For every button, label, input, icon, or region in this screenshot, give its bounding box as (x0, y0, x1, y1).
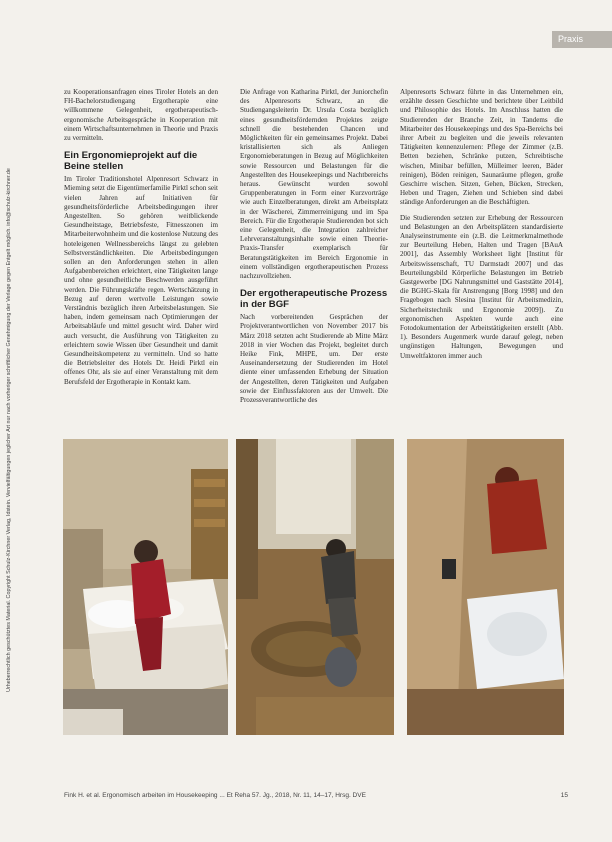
column-2 (240, 88, 388, 405)
photo-floor-cleaning (236, 439, 394, 735)
paragraph: Nach vorbereitenden Gesprächen der Projektverantwortlichen von November 2017 bis März 2018 setzten acht Studierende ab Mitte März 2018 in vier Wochen das Projekt, begleitet durch Heike Fink, MHPE, um. Der erste Auseinandersetzung der Studierenden im Hotel diente einer umfassenden Erhebung der Situation der Angestellten, deren Tätigkeiten und Aufgaben sowie der Einflussfaktoren aus der Umwelt. Die Prozessverantwortliche des (240, 313, 388, 405)
section-heading: Ein Ergonomieprojekt auf die Beine stellen (64, 150, 198, 173)
paragraph: Im Tiroler Traditionshotel Alpenresort Schwarz in Mieming setzt die Eigentümerfamilie Pirktl schon seit vielen Jahren auf Initiativen für gesundheitsförderliche Arbeitsbedingungen ihrer Angestellten. So gehören weitblickende Gesundheitstage, Betriebsfeste, Fitnesszonen im Mitarbeiterwohnheim und die kostenlose Nutzung des hoteleigenen Wellnessbereichs längst zu gelebten Selbstverständlichkeiten. Die Arbeitsbedingungen sollen an den Anforderungen stehen in allen Aufgabenbereichen erleichtert, eine Tätigkeiten lange und ohne gesundheitliche Beschwerden ausgeführt werden. Die Führungskräfte regen. Wertschätzung in Bezug auf deren wertvolle Leistungen sowie Verständnis bezüglich ihren Arbeitsbelastungen. Sie haben, indem gemeinsam nach Optimierungen der Arbeitsabläufe und mittel gesucht wird. Daher wird auch versucht, die Ausführung von Tätigkeiten zu erleichtern sowie Wissen über Gesundheit und damit Gesundheitskompetenz zu vermitteln. Und so hatte die Betriebsleiter des Hotels Dr. Heidi Pirktl ein offenes Ohr, als sie auf einer Veranstaltung mit dem Berufsfeld der Ergotherapie in Kontakt kam. (64, 175, 218, 386)
page-footer (64, 792, 568, 799)
paragraph: Alpenresorts Schwarz führte in das Unternehmen ein, erzählte dessen Geschichte und berichtete über Leitbild und Philosophie des Hotels. Im Anschluss hatten die Studierenden der Branche Zeit, in Tandems die Mitarbeiter des Housekeepings und des Spa-Bereichs bei ihrer Arbeit zu begleiten und die jeweils relevanten Tätigkeiten kennenzulernen: Pflege der Zimmer (z.B. Betten beziehen, Schränke putzen, Schreibtische wischen, Minibar befüllen, Mülleimer leeren, Bäder reinigen), Böden reinigen, Saunaräume pflegen, große Geschirre wischen. Sitzen, Gehen, Bücken, Strecken, Heben und Tragen, Ziehen und Schieben sind dabei ständige Anforderungen an die Beschäftigten. (400, 88, 563, 207)
photo-bed-making (63, 439, 228, 735)
copyright-sidebar (2, 40, 16, 820)
paragraph: Die Anfrage von Katharina Pirktl, der Juniorchefin des Alpenresorts Schwarz, an die Studiengangsleiterin Dr. Ursula Costa bezüglich eines gesundheitsfördernden Projektes zeigte schnell die bestehenden Chancen und Möglichkeiten für ein gemeinsames Projekt. Dabei kristallisierten sich als Anliegen Ergonomieberatungen in Bezug auf Möglichkeiten sowie Ressourcen und Belastungen für die Angestellten des Housekeepings und Nachtbereichs heraus. Gewünscht wurden sowohl Gruppenberatungen in Form einer Kurzvorträge wie auch Einzelberatungen, direkt am Arbeitsplatz in der Wäscherei, Zimmerreinigung und im Spa Bereich. Für die Ergotherapie Studierenden bot sich eine Gelegenheit, die Integration zahlreicher Lehrveranstaltungsinhalte sowie einen Theorie-Praxis-Transfer exemplarisch für Beratungstätigkeiten im Bereich Ergonomie in einem vollständigen ergotherapeutischen Prozess nachzuvollziehen. (240, 88, 388, 281)
column-3 (400, 88, 563, 361)
section-tab: Praxis (552, 31, 612, 48)
section-heading: Der ergotherapeutische Prozess in der BGF (240, 288, 388, 311)
citation: Fink H. et al. Ergonomisch arbeiten im Housekeeping ... Et Reha 57. Jg., 2018, Nr. 11, 14–17, Hrsg. DVE (64, 792, 366, 799)
page-number: 15 (560, 792, 568, 799)
column-1 (64, 88, 218, 387)
paragraph: zu Kooperationsanfragen eines Tiroler Hotels an den FH-Bachelorstudiengang Ergotherapie eine willkommene Gelegenheit, ergotherapeutisch-ergonomische Arbeitsgespräche in Kooperation mit einem Wirtschaftsunternehmen in Theorie und Praxis zu vermitteln. (64, 88, 218, 143)
photo-bathroom-cleaning (407, 439, 564, 735)
paragraph: Die Studierenden setzten zur Erhebung der Ressourcen und Belastungen an den Arbeitsplätzen standardisierte Analyseinstrumente ein (z.B. die Leitmerkmalmethode zur Beurteilung Heben, Halten und Tragen [BAuA 2001], das Assembly Worksheet light [Institut für Arbeitswissenschaft, TU Darmstadt 2007] und das Beurteilungsbild Körperliche Belastungen im Betrieb Gastgewerbe [DG Nahrungsmittel und Gaststätte 2014], die BGHG-Skala für Anstrengung [Borg 1998] und den Fragebogen nach Slesina [Institut für Arbeitsmedizin, Sicherheitstechnik und Ergonomie 2009]). Zu ergonomischen Aspekten wurde auch eine Fotodokumentation der Arbeitstätigkeiten erstellt (Abb. 1). Besonders Augenmerk wurde darauf gelegt, neben ungünstigen Haltungen, Bewegungen und Umweltfaktoren immer auch (400, 213, 563, 360)
copyright-notice: Urheberrechtlich geschütztes Material. Copyright Schulz-Kirchner Verlag, Idstein. Vervielfältigungen jeglicher Art nur nach vorheriger schriftlicher Genehmigung der Verlage gegen Entgelt möglich. info@schulz-kirchner.de (6, 168, 12, 692)
